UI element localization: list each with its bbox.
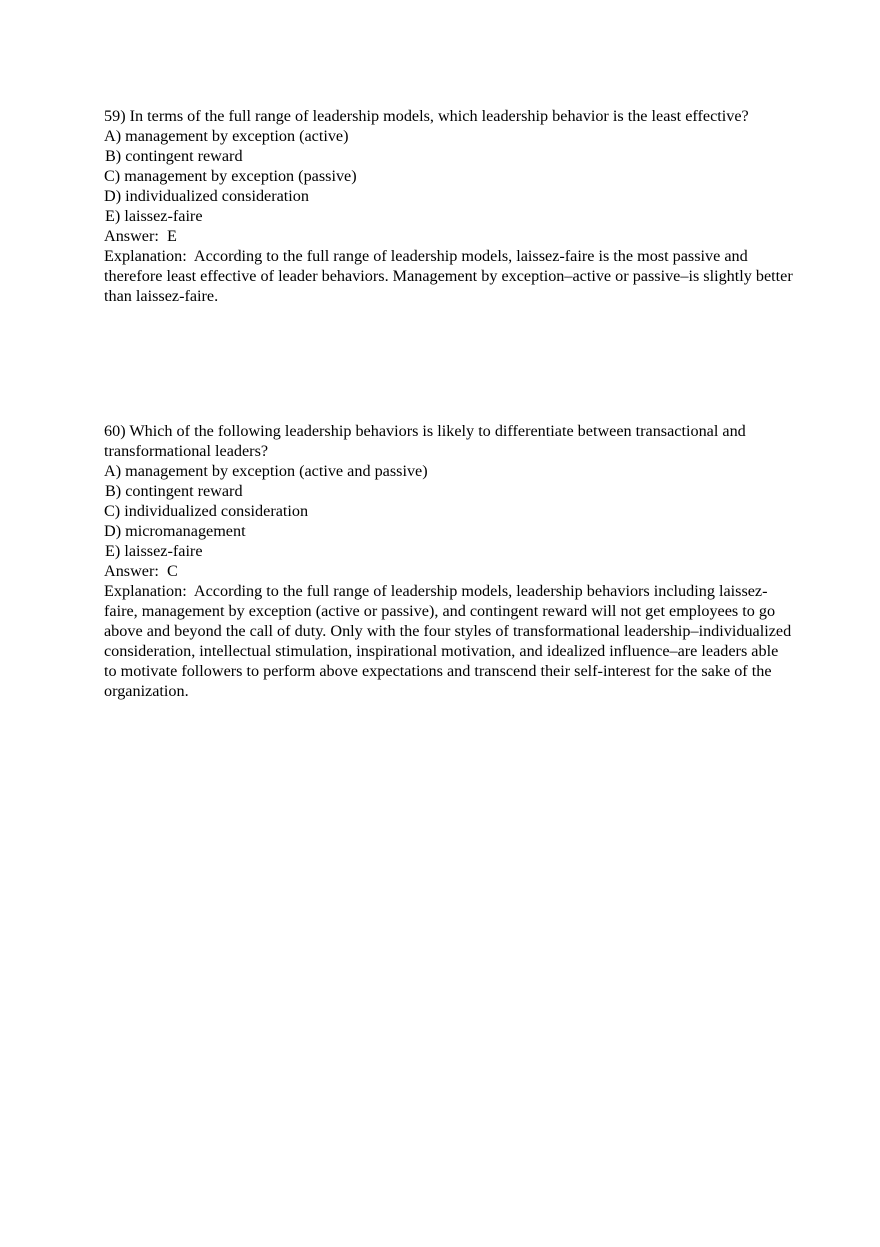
option-b: B) contingent reward xyxy=(105,482,243,500)
explanation-text: According to the full range of leadership models, laissez-faire is the most passive and therefore least effective of leader behaviors. Management by exception–active or passive–is slightly better than laissez-faire. xyxy=(104,247,793,305)
question-prompt xyxy=(104,421,794,461)
explanation-label: Explanation: xyxy=(104,582,187,600)
answer-label: Answer: xyxy=(104,562,159,580)
option-c: C) individualized consideration xyxy=(104,502,309,520)
option-a: A) management by exception (active) xyxy=(104,127,349,145)
explanation xyxy=(104,246,794,306)
question-59 xyxy=(104,106,794,306)
option-c: C) management by exception (passive) xyxy=(104,167,357,185)
explanation xyxy=(104,581,794,701)
explanation-label: Explanation: xyxy=(104,247,187,265)
option-d: D) micromanagement xyxy=(104,522,246,540)
option-a: A) management by exception (active and passive) xyxy=(104,462,428,480)
explanation-text: According to the full range of leadership models, leadership behaviors including laissez-faire, management by exception (active or passive), and contingent reward will not get employees to go above and beyond the call of duty. Only with the four styles of transformational leadership–individualized consideration, intellectual stimulation, inspirational motivation, and idealized influence–are leaders able to motivate followers to perform above expectations and transcend their self-interest for the sake of the organization. xyxy=(104,582,792,700)
answer-line xyxy=(104,226,794,246)
option-e: E) laissez-faire xyxy=(105,207,203,225)
question-prompt xyxy=(104,106,794,126)
answer-value: E xyxy=(166,227,177,245)
answer-label: Answer: xyxy=(104,227,159,245)
question-number: 59) xyxy=(104,107,126,125)
option-e: E) laissez-faire xyxy=(105,542,203,560)
question-text: In terms of the full range of leadership models, which leadership behavior is the least effective? xyxy=(129,107,749,125)
answer-line xyxy=(104,561,794,581)
question-text: Which of the following leadership behaviors is likely to differentiate between transactional and transformational leaders? xyxy=(104,422,746,460)
answer-value: C xyxy=(166,562,178,580)
question-number: 60) xyxy=(104,422,126,440)
option-d: D) individualized consideration xyxy=(104,187,309,205)
option-b: B) contingent reward xyxy=(105,147,243,165)
question-60 xyxy=(104,421,794,701)
